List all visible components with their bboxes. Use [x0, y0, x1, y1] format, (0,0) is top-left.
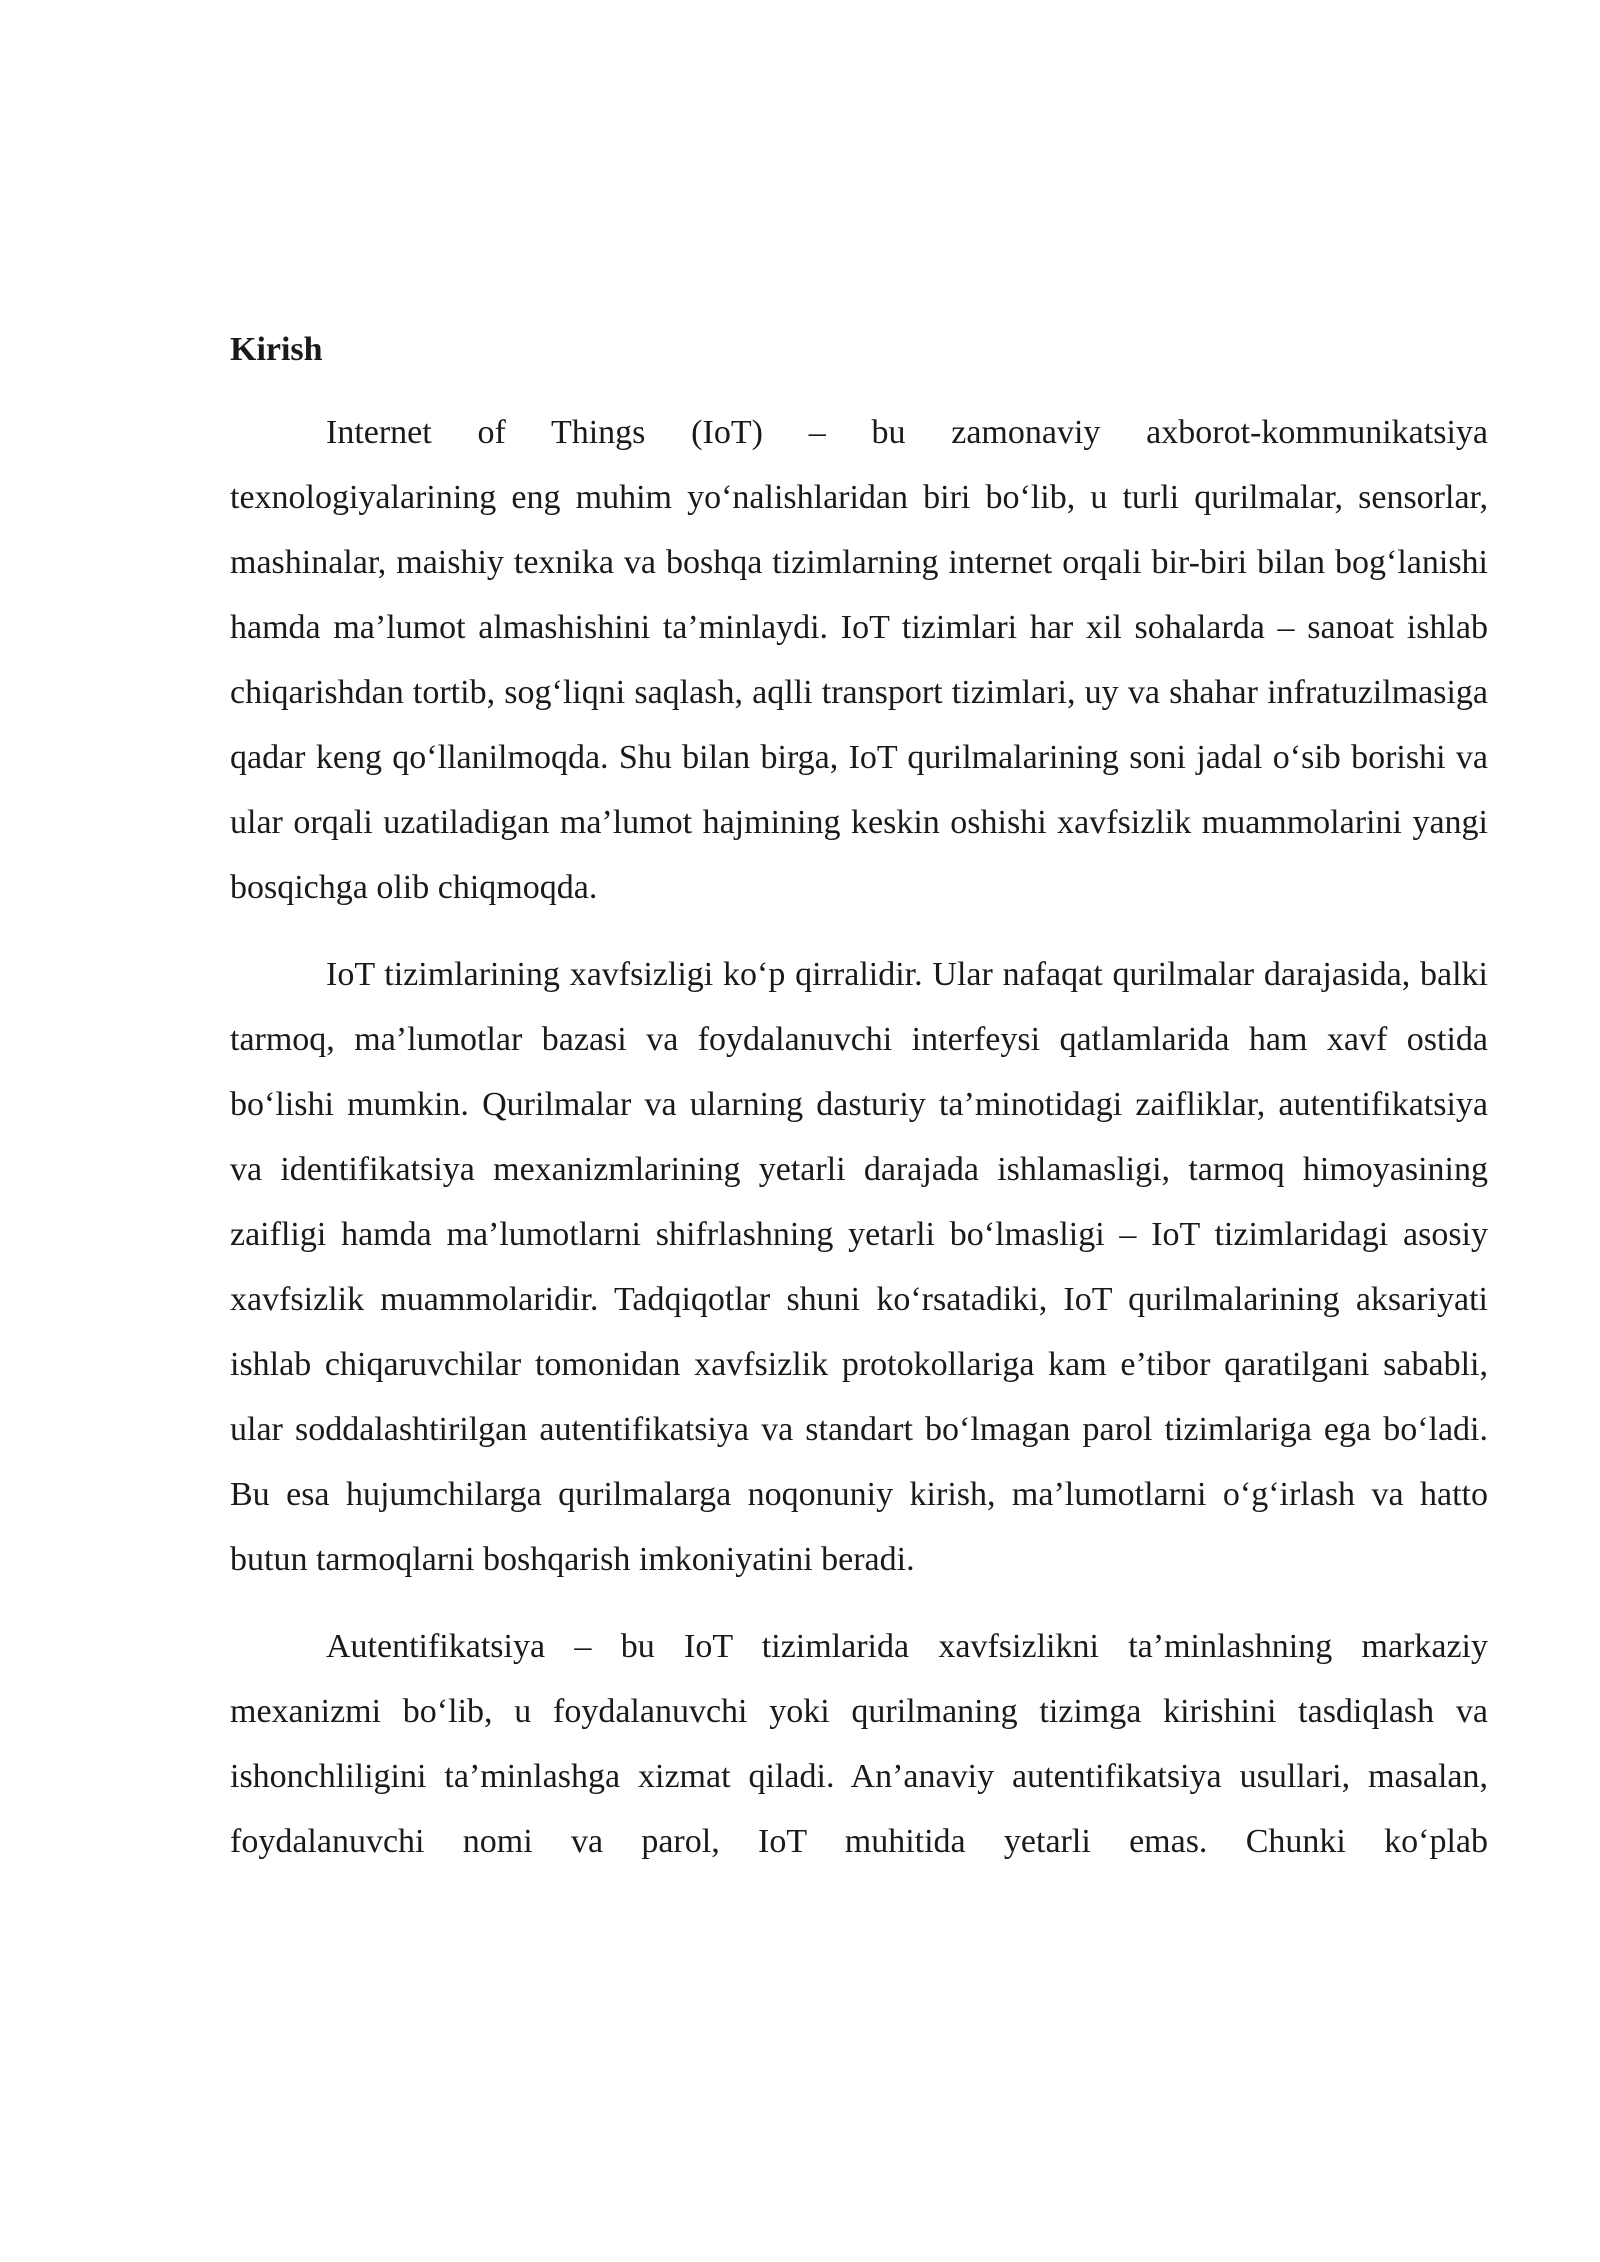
paragraph-1: Internet of Things (IoT) – bu zamonaviy axborot-kommunikatsiya texnologiyalarining eng muhim yo‘nalishlaridan biri bo‘lib, u turli qurilmalar, sensorlar, mashinalar, maishiy texnika va boshqa tizimlarning internet orqali bir-biri bilan bog‘lanishi hamda ma’lumot almashishini ta’minlaydi. IoT tizimlari har xil sohalarda – sanoat ishlab chiqarishdan tortib, sog‘liqni saqlash, aqlli transport tizimlari, uy va shahar infratuzilmasiga qadar keng qo‘llanilmoqda. Shu bilan birga, IoT qurilmalarining soni jadal o‘sib borishi va ular orqali uzatiladigan ma’lumot hajmining keskin oshishi xavfsizlik muammolarini yangi bosqichga olib chiqmoqda.	[230, 414, 1488, 906]
paragraph-3: Autentifikatsiya – bu IoT tizimlarida xavfsizlikni ta’minlashning markaziy mexanizmi bo‘lib, u foydalanuvchi yoki qurilmaning tizimga kirishini tasdiqlash va ishonchliligini ta’minlashga xizmat qiladi. An’anaviy autentifikatsiya usullari, masalan, foydalanuvchi nomi va parol, IoT muhitida yetarli emas. Chunki ko‘plab	[230, 1628, 1488, 1860]
section-heading: Kirish	[230, 331, 323, 368]
paragraph-2: IoT tizimlarining xavfsizligi ko‘p qirralidir. Ular nafaqat qurilmalar darajasida, balki tarmoq, ma’lumotlar bazasi va foydalanuvchi interfeysi qatlamlarida ham xavf ostida bo‘lishi mumkin. Qurilmalar va ularning dasturiy ta’minotidagi zaifliklar, autentifikatsiya va identifikatsiya mexanizmlarining yetarli darajada ishlamasligi, tarmoq himoyasining zaifligi hamda ma’lumotlarni shifrlashning yetarli bo‘lmasligi – IoT tizimlaridagi asosiy xavfsizlik muammolaridir. Tadqiqotlar shuni ko‘rsatadiki, IoT qurilmalarining aksariyati ishlab chiqaruvchilar tomonidan xavfsizlik protokollariga kam e’tibor qaratilgani sababli, ular soddalashtirilgan autentifikatsiya va standart bo‘lmagan parol tizimlariga ega bo‘ladi. Bu esa hujumchilarga qurilmalarga noqonuniy kirish, ma’lumotlarni o‘g‘irlash va hatto butun tarmoqlarni boshqarish imkoniyatini beradi.	[230, 956, 1488, 1578]
document-body	[230, 322, 1488, 1896]
